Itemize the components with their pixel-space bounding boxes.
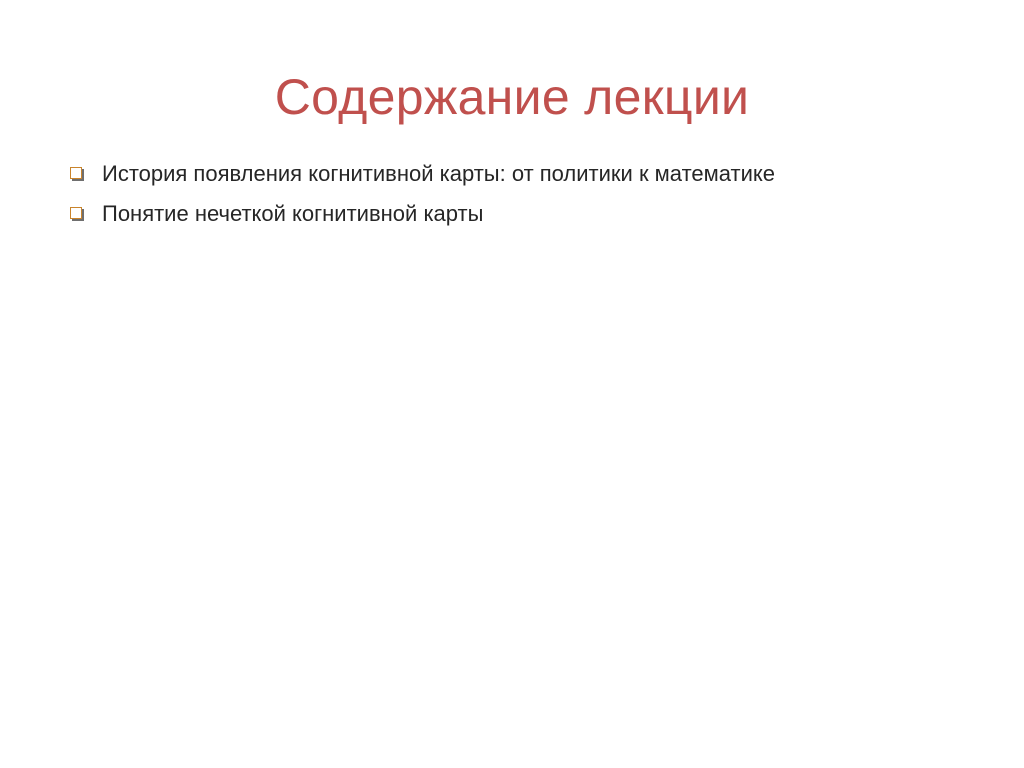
square-bullet-icon xyxy=(70,207,84,221)
slide-title: Содержание лекции xyxy=(274,69,750,125)
list-item xyxy=(68,157,968,191)
bullet-text: История появления когнитивной карты: от политики к математике xyxy=(102,161,775,186)
bullet-text: Понятие нечеткой когнитивной карты xyxy=(102,201,484,226)
bullet-list xyxy=(68,157,968,237)
list-item xyxy=(68,197,968,231)
square-bullet-icon xyxy=(70,167,84,181)
